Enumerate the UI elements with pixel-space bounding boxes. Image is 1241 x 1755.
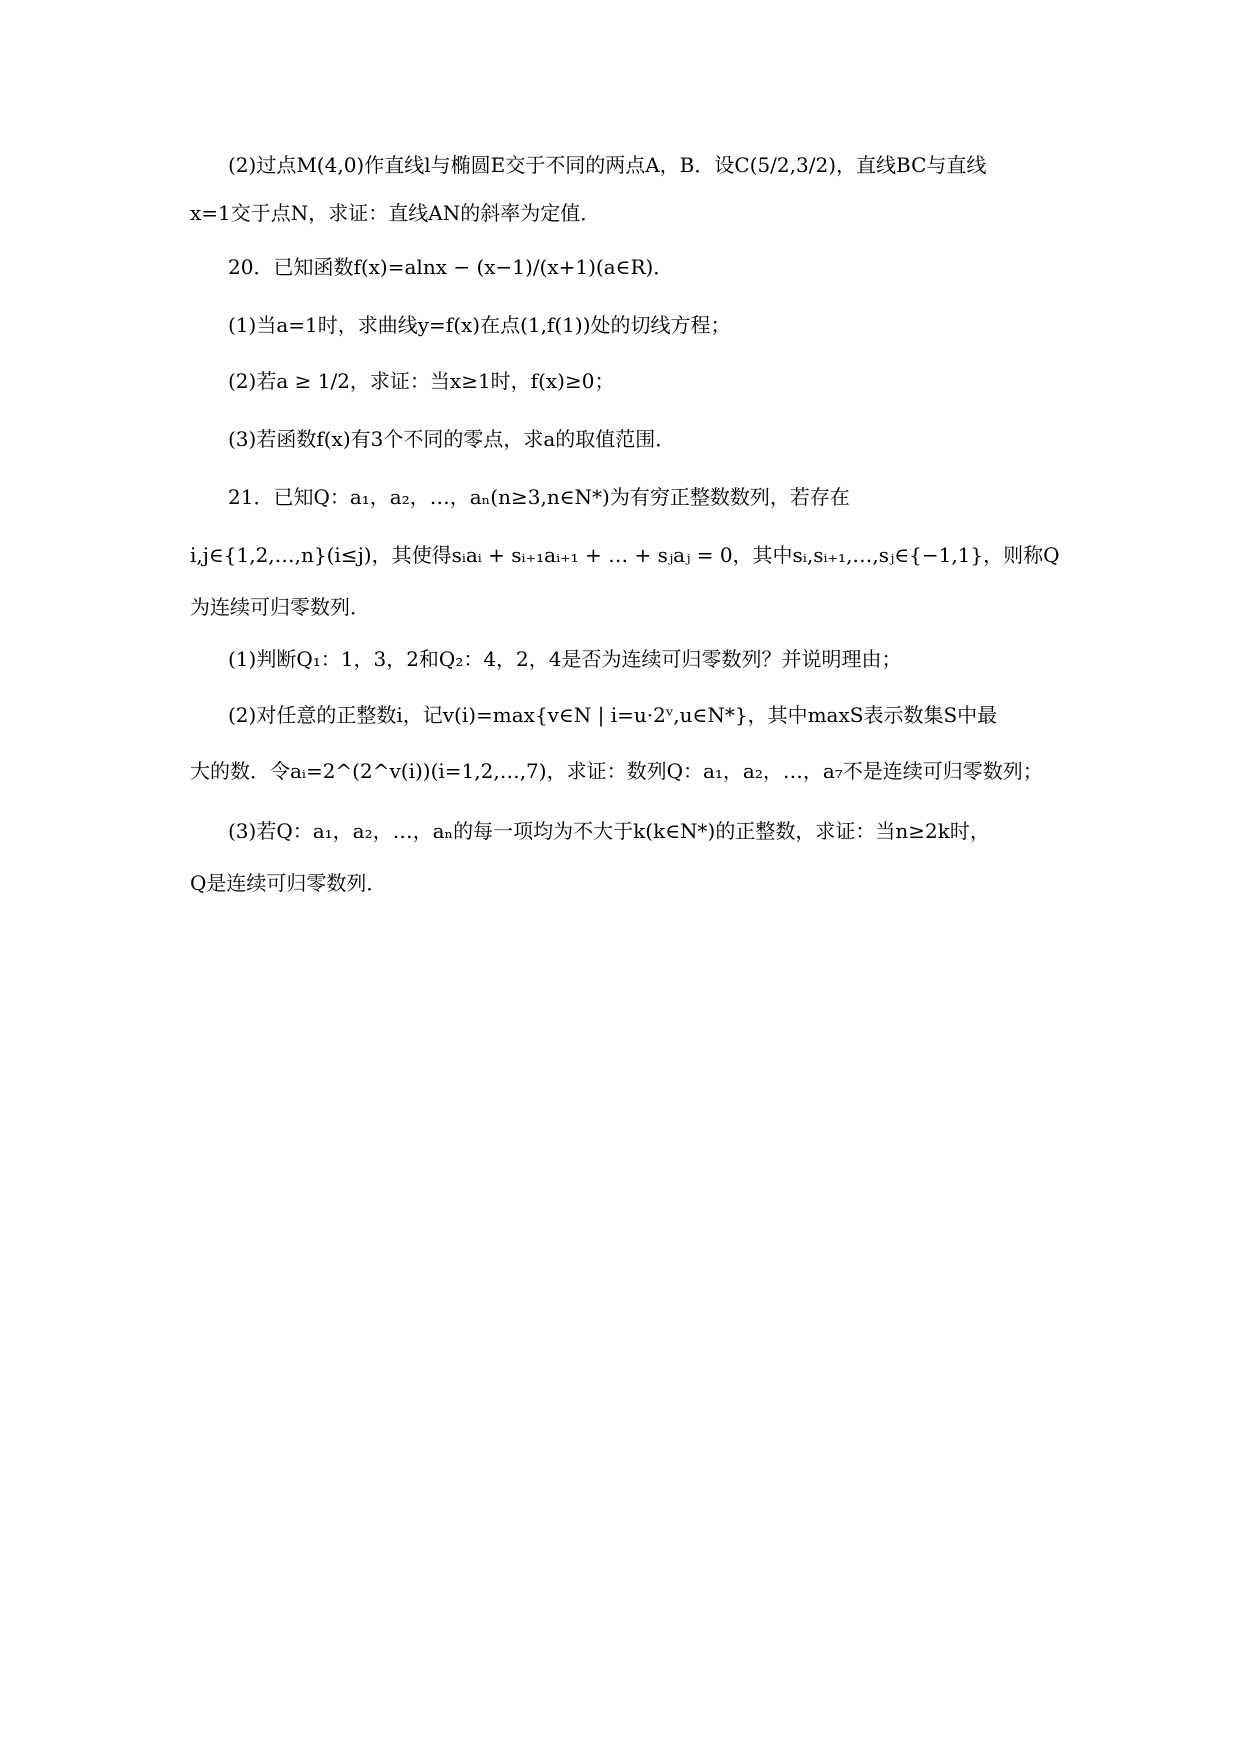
q20-part3: (3)若函数f(x)有3个不同的零点，求a的取值范围． bbox=[228, 427, 676, 451]
q20-part2: (2)若a ≥ 1/2，求证：当x≥1时，f(x)≥0； bbox=[228, 369, 615, 393]
q21-part2-line1: (2)对任意的正整数i，记v(i)=max{v∈N | i=u·2ᵛ,u∈N*}，其中maxS表示数集S中最 bbox=[228, 703, 998, 727]
q21-part1: (1)判断Q₁：1，3，2和Q₂：4，2，4是否为连续可归零数列？并说明理由； bbox=[228, 647, 902, 671]
q20-stem: 20．已知函数f(x)=alnx − (x−1)/(x+1)(a∈R)． bbox=[228, 255, 674, 279]
q21-stem-line1: 21．已知Q：a₁，a₂，…，aₙ(n≥3,n∈N*)为有穷正整数数列，若存在 bbox=[228, 485, 850, 509]
q21-part3-line1: (3)若Q：a₁，a₂，…，aₙ的每一项均为不大于k(k∈N*)的正整数，求证：当n≥2k时， bbox=[228, 819, 990, 843]
q19-part2-line2: x=1交于点N，求证：直线AN的斜率为定值． bbox=[190, 201, 601, 225]
q21-stem-line3: 为连续可归零数列． bbox=[190, 595, 370, 619]
q21-stem-line2: i,j∈{1,2,…,n}(i≤j)，其使得sᵢaᵢ + sᵢ₊₁aᵢ₊₁ + … + sⱼaⱼ = 0，其中sᵢ,sᵢ₊₁,…,sⱼ∈{−1,1}，则称Q bbox=[190, 543, 1060, 567]
q20-part1: (1)当a=1时，求曲线y=f(x)在点(1,f(1))处的切线方程； bbox=[228, 313, 731, 337]
q21-part3-line2: Q是连续可归零数列． bbox=[190, 871, 387, 895]
q19-part2-line1: (2)过点M(4,0)作直线l与椭圆E交于不同的两点A，B．设C(5/2,3/2)，直线BC与直线 bbox=[228, 153, 987, 177]
q21-part2-line2: 大的数．令aᵢ=2^(2^v(i))(i=1,2,…,7)，求证：数列Q：a₁，a₂，…，a₇不是连续可归零数列； bbox=[190, 759, 1043, 783]
